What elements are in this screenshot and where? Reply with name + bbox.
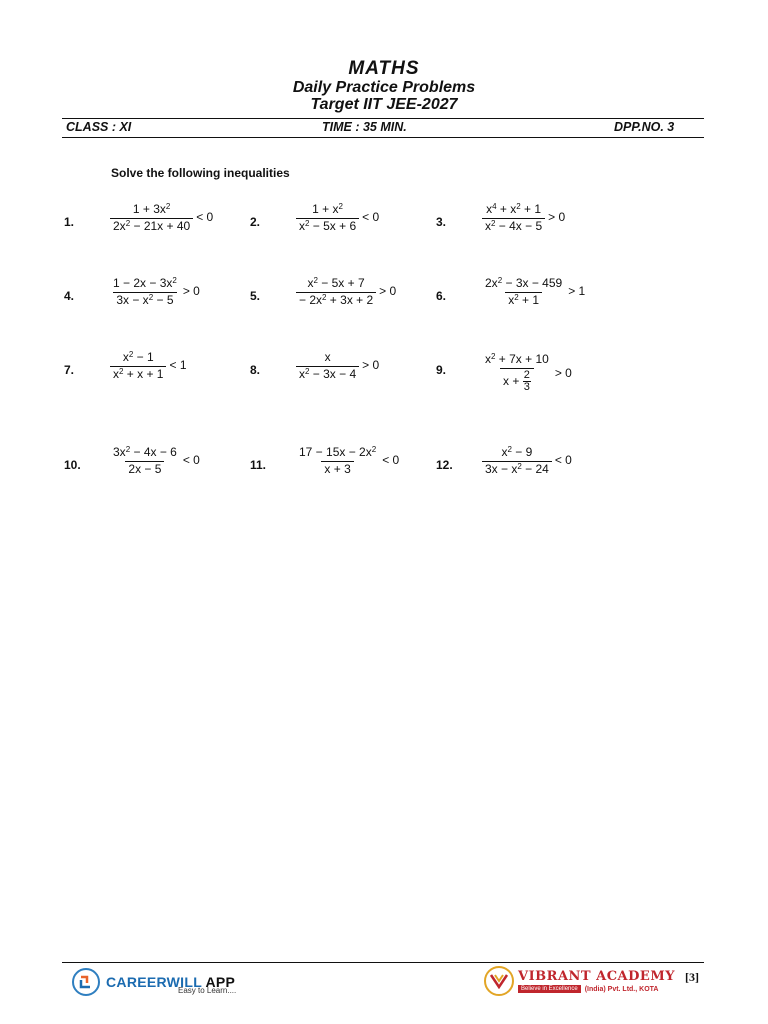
careerwill-tagline: Easy to Learn....: [178, 986, 237, 995]
problem-number: 6.: [436, 289, 447, 303]
fraction: [110, 277, 180, 308]
numerator: $3x^2 - 4x - 6$: [113, 445, 177, 459]
relation: < 0: [554, 453, 572, 468]
problem-number: 10.: [64, 458, 81, 472]
numerator: $1 + 3x^2$: [132, 202, 171, 216]
numerator: $1 + x^2$: [312, 202, 343, 216]
relation: > 0: [182, 284, 200, 299]
fraction: [482, 277, 565, 308]
numerator: $x^2 + 7x + 10$: [485, 352, 549, 366]
numerator: x: [324, 350, 331, 364]
denominator: $x^2 + x + 1$: [110, 366, 166, 382]
class-label: CLASS : XI: [66, 120, 132, 134]
problem-number: 9.: [436, 363, 447, 377]
fraction: [296, 277, 376, 308]
numerator: $17 - 15x - 2x^2$: [299, 445, 377, 459]
fraction: [482, 446, 552, 477]
fraction: [296, 203, 359, 234]
numerator: $x^2 - 5x + 7$: [307, 276, 365, 290]
problem-expression: [482, 277, 585, 308]
denominator: $x^2 - 5x + 6$: [296, 218, 359, 234]
denominator: $x^2 - 3x - 4$: [296, 366, 359, 382]
fraction: [110, 351, 166, 382]
fraction: [296, 351, 359, 382]
problem-number: 8.: [250, 363, 261, 377]
page-number: [3]: [685, 970, 699, 984]
problem-number: 3.: [436, 215, 447, 229]
fraction: [110, 203, 193, 234]
denominator: $x^2 + 1$: [505, 292, 542, 308]
problem-expression: [296, 446, 399, 477]
denominator: 2x − 5: [125, 461, 164, 477]
problem-expression: [110, 446, 200, 477]
problem-expression: [482, 446, 572, 477]
problem-number: 7.: [64, 363, 75, 377]
careerwill-name: CAREERWILL: [106, 974, 202, 990]
relation: < 0: [362, 210, 380, 225]
vibrant-subtitle: (India) Pvt. Ltd., KOTA: [584, 985, 659, 993]
vibrant-academy-logo: [484, 966, 675, 996]
denominator: $x^2 - 4x - 5$: [482, 218, 545, 234]
vibrant-name: VIBRANT ACADEMY: [518, 969, 675, 984]
footer-rule: [62, 962, 704, 963]
relation: < 0: [382, 453, 400, 468]
problem-expression: [110, 203, 213, 234]
fraction: [296, 446, 379, 477]
denominator: $3x - x^2 - 24$: [482, 461, 552, 477]
header-rule-top: [62, 118, 704, 119]
problem-number: 5.: [250, 289, 261, 303]
denominator: − $2x^2 + 3x + 2$: [296, 292, 376, 308]
problem-expression: [296, 203, 379, 234]
relation: > 0: [379, 284, 397, 299]
problem-expression: [110, 351, 187, 382]
numerator: $x^2 - 1$: [122, 350, 154, 364]
numerator: $2x^2 - 3x - 459$: [485, 276, 563, 290]
numerator: $1 - 2x - 3x^2$: [113, 276, 177, 290]
relation: > 0: [362, 358, 380, 373]
careerwill-app-label: APP: [201, 974, 236, 990]
problem-expression: [296, 277, 396, 308]
problem-expression: [296, 351, 379, 382]
time-label: TIME : 35 MIN.: [322, 120, 407, 134]
page-subtitle: Daily Practice Problems: [292, 79, 476, 96]
denominator: $2x^2 - 21x + 40$: [110, 218, 193, 234]
denominator: $3x - x^2 - 5$: [113, 292, 176, 308]
instruction-text: Solve the following inequalities: [111, 166, 290, 180]
problem-number: 11.: [250, 458, 267, 472]
problem-number: 4.: [64, 289, 75, 303]
numerator: $x^2 - 9$: [501, 445, 533, 459]
denominator: x + $\frac{2}{3}$: [500, 368, 534, 394]
dpp-number: DPP.NO. 3: [614, 120, 675, 134]
vibrant-band: Believe in Excellence: [518, 985, 581, 993]
problem-number: 2.: [250, 215, 261, 229]
problem-expression: [482, 353, 572, 394]
problem-expression: [110, 277, 200, 308]
fraction: [110, 446, 180, 477]
fraction: [482, 203, 545, 234]
fraction: [482, 353, 552, 394]
careerwill-emblem-icon: [72, 968, 100, 996]
relation: < 1: [169, 358, 187, 373]
denominator: x + 3: [321, 461, 353, 477]
vibrant-seal-icon: [484, 966, 514, 996]
header-rule-bottom: [62, 137, 704, 138]
relation: < 0: [196, 210, 214, 225]
numerator: $x^4 + x^2 + 1$: [486, 202, 542, 216]
relation: > 1: [568, 284, 586, 299]
target-line: Target IIT JEE-2027: [310, 96, 458, 113]
problem-number: 1.: [64, 215, 75, 229]
relation: > 0: [548, 210, 566, 225]
problem-expression: [482, 203, 565, 234]
relation: < 0: [182, 453, 200, 468]
problem-number: 12.: [436, 458, 453, 472]
subject-title: MATHS: [348, 58, 420, 79]
relation: > 0: [554, 365, 572, 380]
